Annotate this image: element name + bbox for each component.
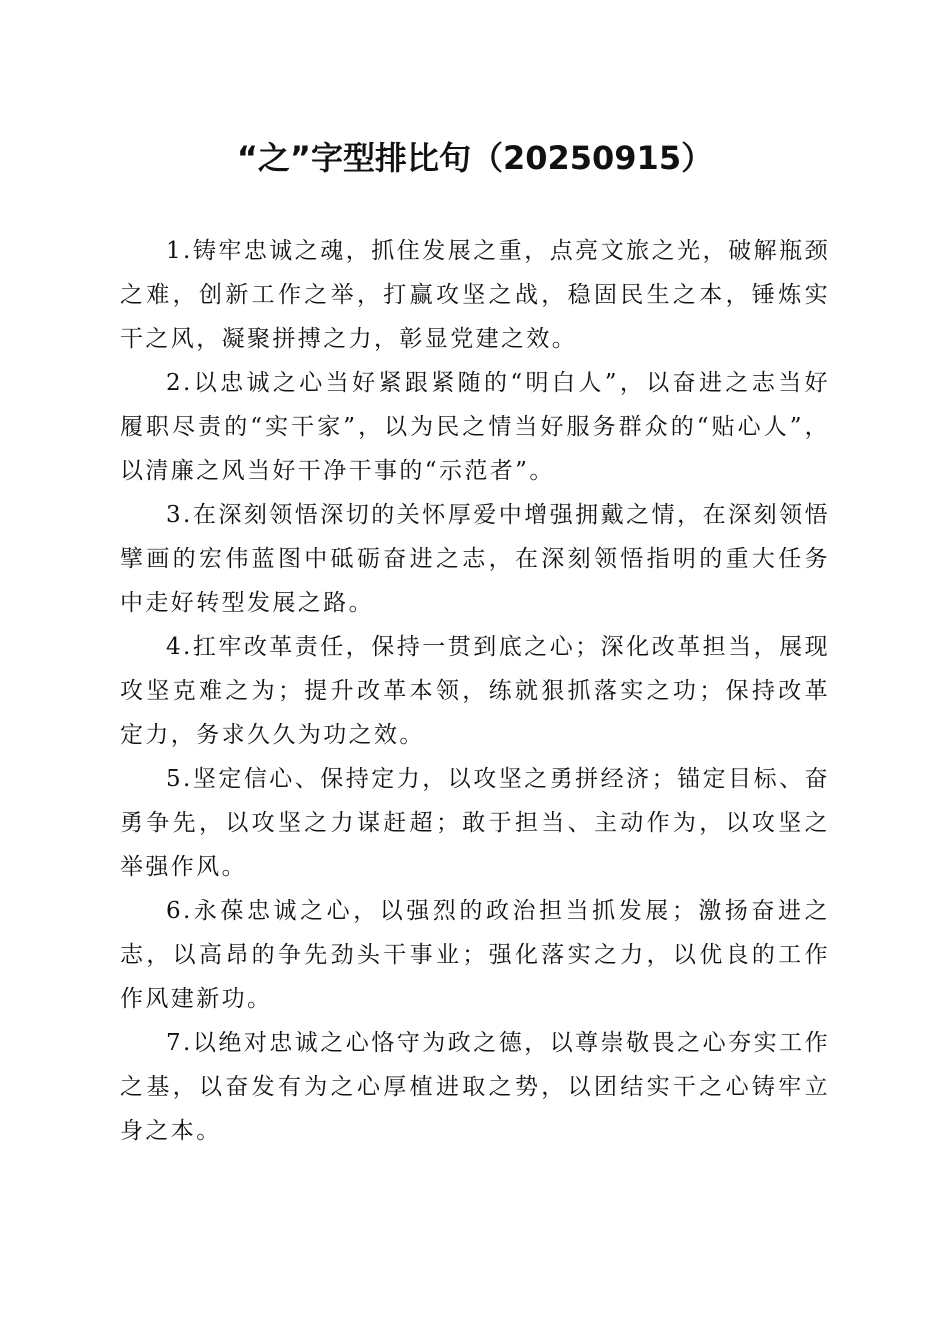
document-title: “之”字型排比句（20250915） — [236, 139, 714, 177]
paragraph-3: 3.在深刻领悟深切的关怀厚爱中增强拥戴之情，在深刻领悟擘画的宏伟蓝图中砥砺奋进之志，在深刻领悟指明的重大任务中走好转型发展之路。 — [120, 502, 830, 616]
paragraph-4: 4.扛牢改革责任，保持一贯到底之心；深化改革担当，展现攻坚克难之为；提升改革本领，练就狠抓落实之功；保持改革定力，务求久久为功之效。 — [120, 634, 830, 748]
paragraph-7: 7.以绝对忠诚之心恪守为政之德，以尊崇敬畏之心夯实工作之基，以奋发有为之心厚植进取之势，以团结实干之心铸牢立身之本。 — [120, 1030, 830, 1144]
paragraph-6: 6.永葆忠诚之心，以强烈的政治担当抓发展；激扬奋进之志，以高昂的争先劲头干事业；强化落实之力，以优良的工作作风建新功。 — [120, 898, 830, 1012]
paragraph-5: 5.坚定信心、保持定力，以攻坚之勇拼经济；锚定目标、奋勇争先，以攻坚之力谋赶超；敢于担当、主动作为，以攻坚之举强作风。 — [120, 766, 830, 880]
document-body — [120, 229, 830, 1153]
paragraph-1: 1.铸牢忠诚之魂，抓住发展之重，点亮文旅之光，破解瓶颈之难，创新工作之举，打赢攻坚之战，稳固民生之本，锤炼实干之风，凝聚拼搏之力，彰显党建之效。 — [120, 238, 830, 352]
paragraph-2: 2.以忠诚之心当好紧跟紧随的“明白人”，以奋进之志当好履职尽责的“实干家”，以为民之情当好服务群众的“贴心人”，以清廉之风当好干净干事的“示范者”。 — [120, 370, 830, 484]
